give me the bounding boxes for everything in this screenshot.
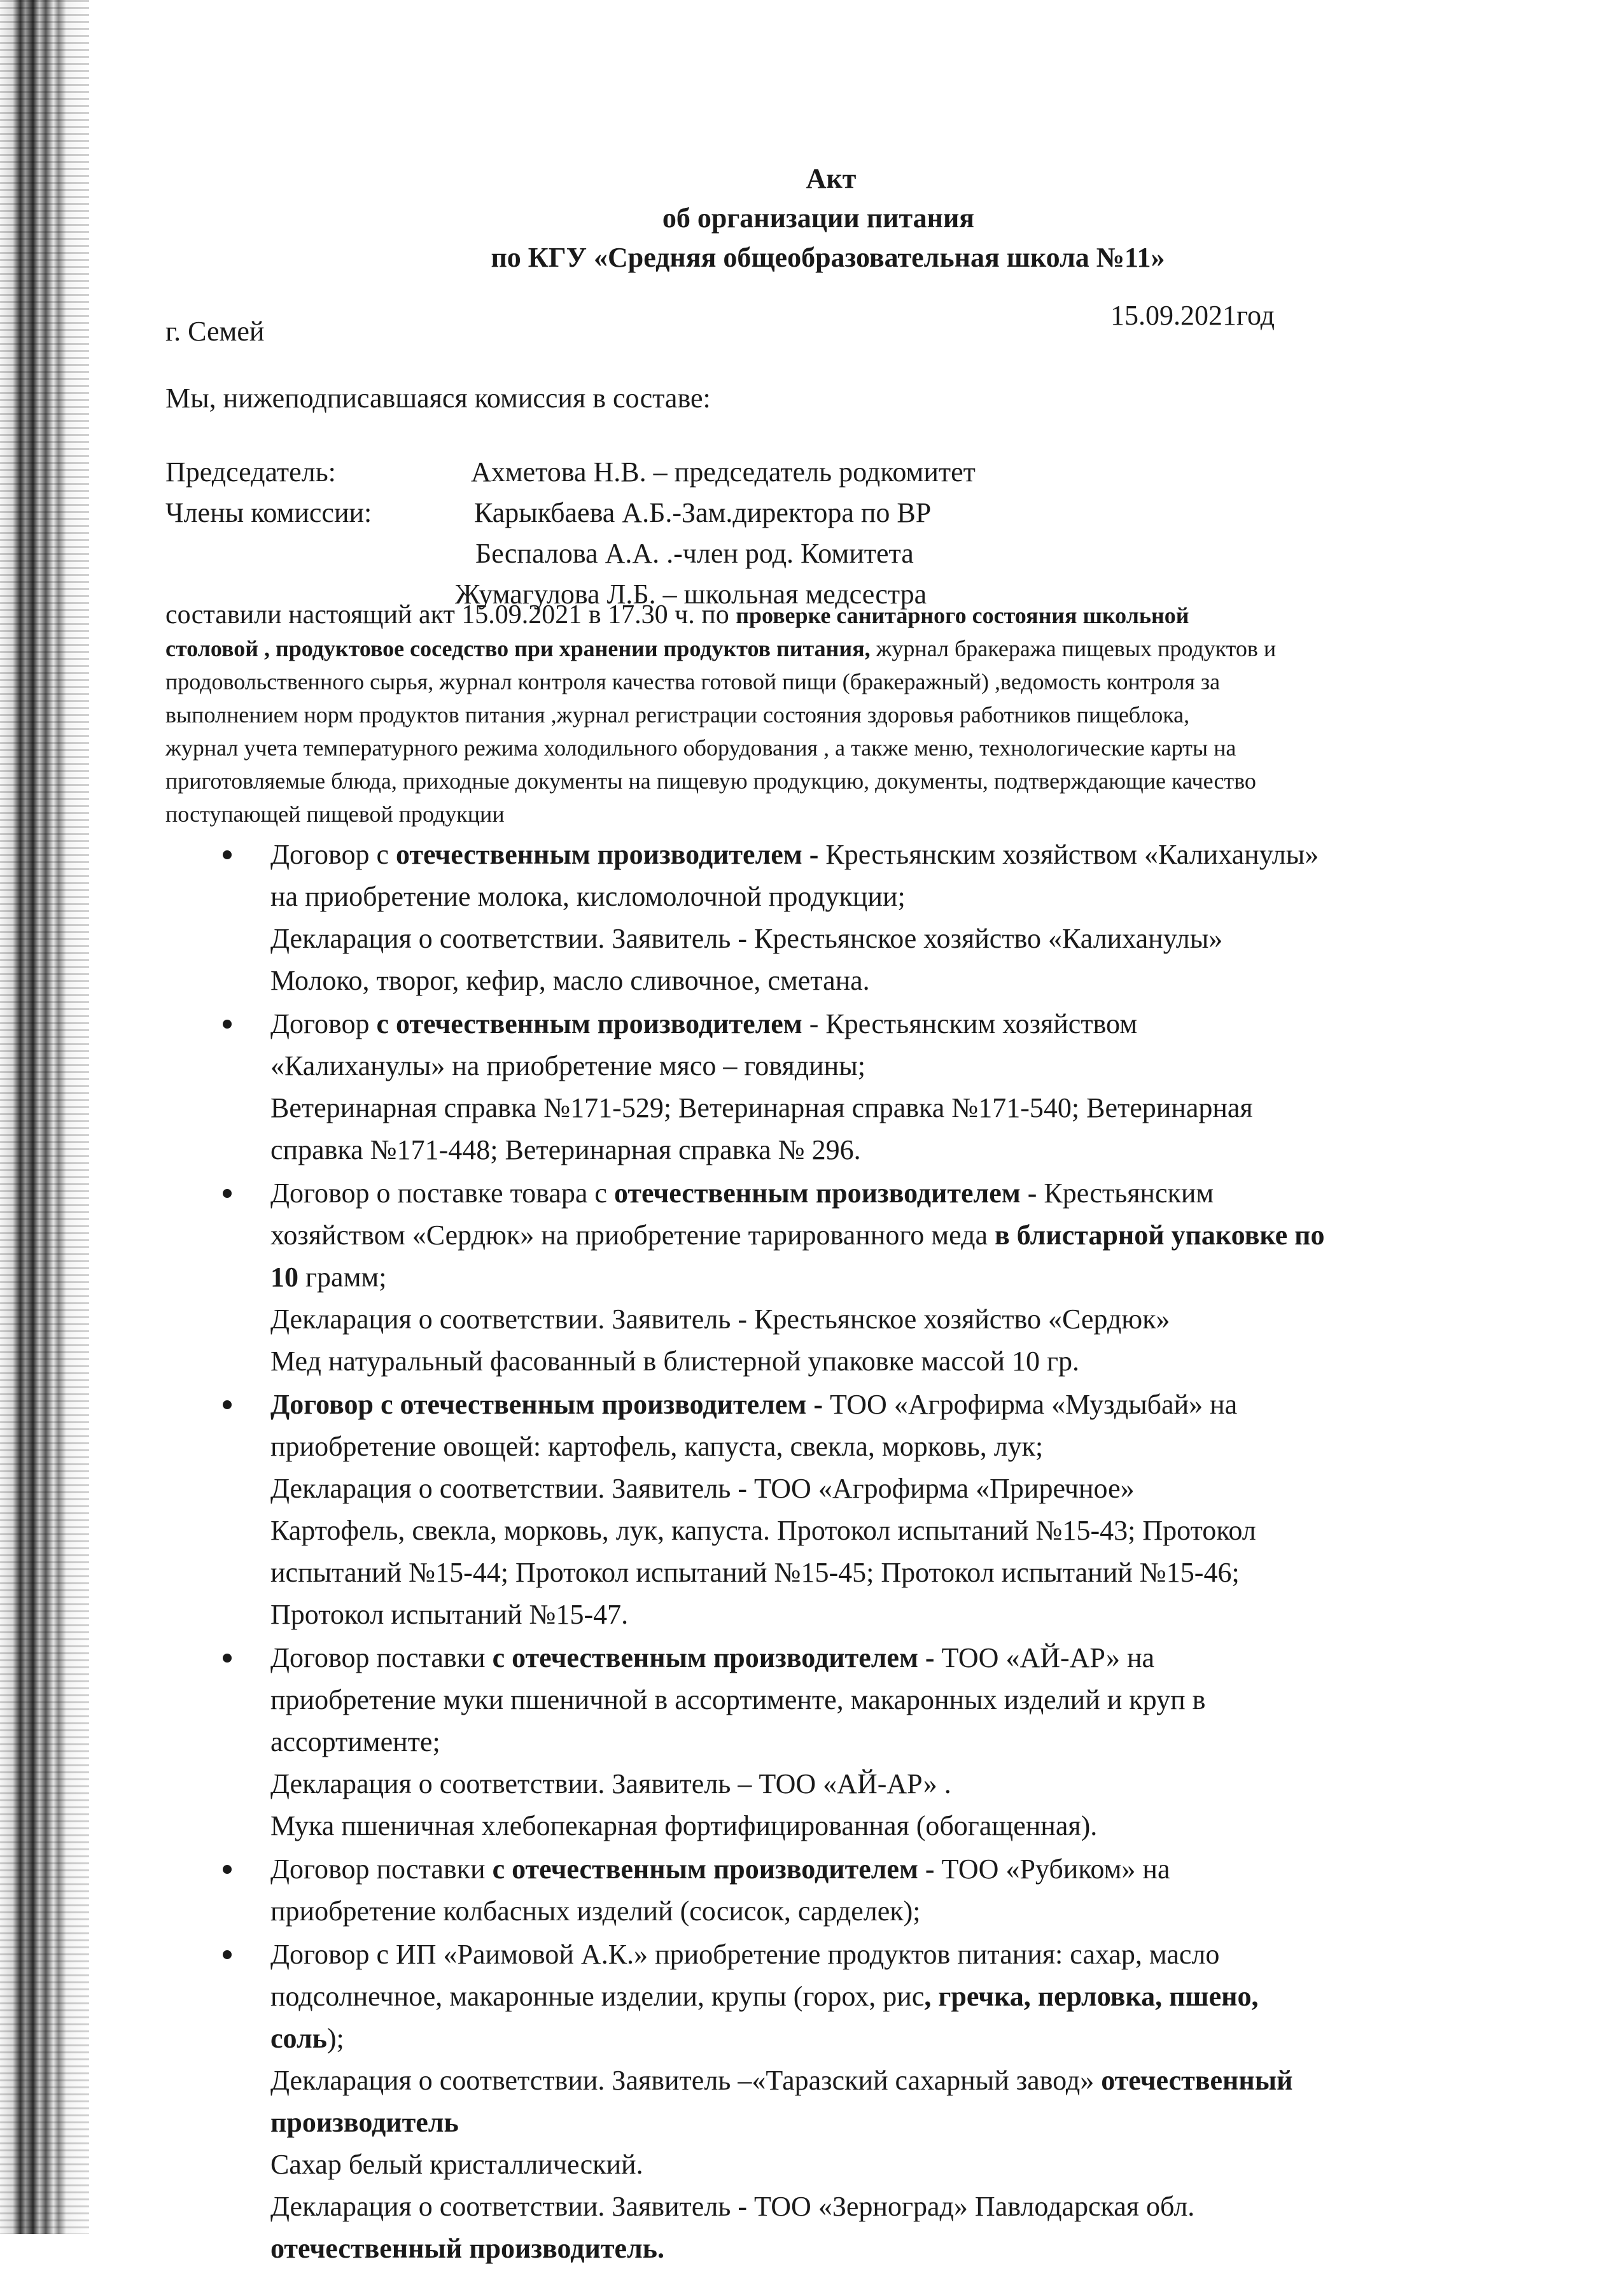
item-line [270, 1848, 1495, 1890]
bullet-icon [223, 1189, 232, 1198]
item-line: отечественный производитель. [270, 2233, 664, 2264]
item-line: на приобретение молока, кисломолочной продукции; [270, 881, 906, 912]
item-bold-text: соль [270, 2023, 327, 2054]
item-text: - Крестьянским хозяйством [802, 1008, 1138, 1039]
list-item [216, 1384, 1495, 1636]
item-bold-text: с отечественным производителем - [492, 1853, 935, 1885]
item-line: Протокол испытаний №15-47. [270, 1599, 629, 1630]
commission-member-row [165, 533, 1247, 574]
item-line: Ветеринарная справка №171-529; Ветеринарная справка №171-540; Ветеринарная [270, 1092, 1253, 1123]
item-line: приобретение колбасных изделий (сосисок, сарделек); [270, 1895, 921, 1927]
item-line [270, 1384, 1495, 1426]
bullet-icon [223, 1020, 232, 1029]
bullet-icon [223, 850, 232, 859]
lead-bold-text: проверке санитарного состояния школьной [736, 603, 1189, 628]
lead-line: приготовляемые блюда, приходные документы на пищевую продукцию, документы, подтверждающие качество [165, 768, 1256, 794]
item-bold-text: Договор с отечественным производителем - [270, 1389, 823, 1420]
item-line [270, 1256, 1495, 1298]
item-line: Декларация о соответствии. Заявитель – ТОО «АЙ-АР» . [270, 1768, 951, 1799]
title-line-2: об организации питания [662, 202, 975, 234]
lead-line: журнал учета температурного режима холодильного оборудования , а также меню, технологические карты на [165, 735, 1236, 761]
item-text: ТОО «Рубиком» на [934, 1853, 1170, 1885]
item-line: Мед натуральный фасованный в блистерной упаковке массой 10 гр. [270, 1346, 1080, 1377]
member-name: Жумагулова Л.Б. – школьная медсестра [455, 579, 927, 610]
item-line: Молоко, творог, кефир, масло сливочное, сметана. [270, 965, 870, 996]
item-text: грамм; [298, 1262, 387, 1293]
item-bold-text: отечественный [1101, 2065, 1293, 2096]
item-line: Декларация о соответствии. Заявитель - ТОО «Агрофирма «Приречное» [270, 1473, 1135, 1504]
item-line [270, 1214, 1495, 1256]
list-item [216, 834, 1495, 1002]
list-item [216, 1848, 1495, 1932]
item-line: Сахар белый кристаллический. [270, 2149, 643, 2180]
item-line: ассортименте; [270, 1726, 440, 1757]
item-bold-text: в блистарной упаковке по [994, 1220, 1325, 1251]
item-text: ТОО «АЙ-АР» на [934, 1642, 1155, 1673]
lead-line: продовольственного сырья, журнал контроля качества готовой пищи (бракеражный) ,ведомость контроля за [165, 669, 1221, 694]
lead-line: поступающей пищевой продукции [165, 801, 505, 827]
item-bold-text: , гречка, перловка, пшено, [924, 1981, 1259, 2012]
item-line [270, 834, 1495, 876]
item-text: ТОО «Агрофирма «Муздыбай» на [822, 1389, 1238, 1420]
item-line [270, 1003, 1495, 1045]
chair-name: Ахметова Н.В. – председатель родкомитет [471, 456, 976, 488]
item-line: производитель [270, 2107, 459, 2138]
item-text: Декларация о соответствии. Заявитель –«Таразский сахарный завод» [270, 2065, 1102, 2096]
lead-text: составили настоящий акт 15.09.2021 в 17.30 ч. по [165, 600, 729, 629]
item-text: Договор поставки [270, 1853, 493, 1885]
item-text: Договор о поставке товара с [270, 1178, 614, 1209]
item-line: «Калиханулы» на приобретение мясо – говядины; [270, 1050, 865, 1081]
item-text: Договор поставки [270, 1642, 493, 1673]
bullet-icon [223, 1400, 232, 1409]
item-line: испытаний №15-44; Протокол испытаний №15-45; Протокол испытаний №15-46; [270, 1557, 1240, 1588]
item-text: Крестьянским [1037, 1178, 1214, 1209]
bullet-icon [223, 1865, 232, 1874]
lead-line [165, 632, 1451, 665]
member-name: Беспалова А.А. .-член род. Комитета [475, 538, 914, 569]
item-line [270, 1637, 1495, 1679]
lead-text: журнал бракеража пищевых продуктов и [876, 636, 1277, 661]
document-date: 15.09.2021год [1110, 300, 1275, 331]
item-text: подсолнечное, макаронные изделии, крупы (горох, рис [270, 1981, 925, 2012]
item-bold-text: с отечественным производителем - [492, 1642, 935, 1673]
title-line-1: Акт [806, 163, 857, 194]
contracts-list [216, 834, 1495, 2271]
item-line: справка №171-448; Ветеринарная справка № 296. [270, 1134, 861, 1165]
list-item [216, 1172, 1495, 1382]
lead-line [165, 598, 1451, 632]
commission-chair-row [165, 452, 1247, 493]
city: г. Семей [165, 316, 265, 347]
commission-list [165, 452, 1247, 615]
bullet-icon [223, 1950, 232, 1959]
item-text: Договор с [270, 839, 396, 870]
item-line: Декларация о соответствии. Заявитель - Крестьянское хозяйство «Сердюк» [270, 1304, 1170, 1335]
lead-bold-text: столовой , продуктовое соседство при хранении продуктов питания, [165, 636, 871, 661]
item-line [270, 2060, 1495, 2102]
document-title [0, 159, 1624, 278]
list-item [216, 1637, 1495, 1847]
lead-line: выполнением норм продуктов питания ,журнал регистрации состояния здоровья работников пищеблока, [165, 702, 1190, 728]
item-line [270, 1976, 1495, 2018]
intro-text: Мы, нижеподписавшаяся комиссия в составе: [165, 383, 711, 414]
item-line: Картофель, свекла, морковь, лук, капуста. Протокол испытаний №15-43; Протокол [270, 1515, 1256, 1546]
title-line-3: по КГУ «Средняя общеобразовательная школа №11» [491, 242, 1165, 273]
scan-edge-artifact [0, 0, 89, 2234]
members-role: Члены комиссии: [165, 497, 372, 528]
member-name: Карыкбаева А.Б.-Зам.директора по ВР [474, 497, 932, 528]
item-line [270, 1172, 1495, 1214]
item-line: Декларация о соответствии. Заявитель - Крестьянское хозяйство «Калиханулы» [270, 923, 1223, 954]
item-bold-text: с отечественным производителем [376, 1008, 802, 1039]
item-line [270, 2018, 1495, 2060]
bullet-icon [223, 1654, 232, 1663]
item-line: Договор с ИП «Раимовой А.К.» приобретение продуктов питания: сахар, масло [270, 1939, 1220, 1970]
item-text: Крестьянским хозяйством «Калиханулы» [818, 839, 1319, 870]
inspection-description [165, 598, 1451, 831]
item-bold-text: отечественным производителем - [395, 839, 819, 870]
item-line: Декларация о соответствии. Заявитель - ТОО «Зерноград» Павлодарская обл. [270, 2191, 1195, 2222]
item-text: ); [326, 2023, 344, 2054]
commission-member-row [165, 493, 1247, 533]
item-text: хозяйством «Сердюк» на приобретение тарированного меда [270, 1220, 995, 1251]
item-bold-text: отечественным производителем - [613, 1178, 1037, 1209]
list-item [216, 1934, 1495, 2270]
item-text: Договор [270, 1008, 377, 1039]
item-line: приобретение овощей: картофель, капуста, свекла, морковь, лук; [270, 1431, 1044, 1462]
list-item [216, 1003, 1495, 1171]
item-bold-text: 10 [270, 1262, 298, 1293]
item-line: приобретение муки пшеничной в ассортименте, макаронных изделий и круп в [270, 1684, 1206, 1715]
chair-role: Председатель: [165, 456, 336, 488]
item-line: Мука пшеничная хлебопекарная фортифицированная (обогащенная). [270, 1810, 1098, 1841]
